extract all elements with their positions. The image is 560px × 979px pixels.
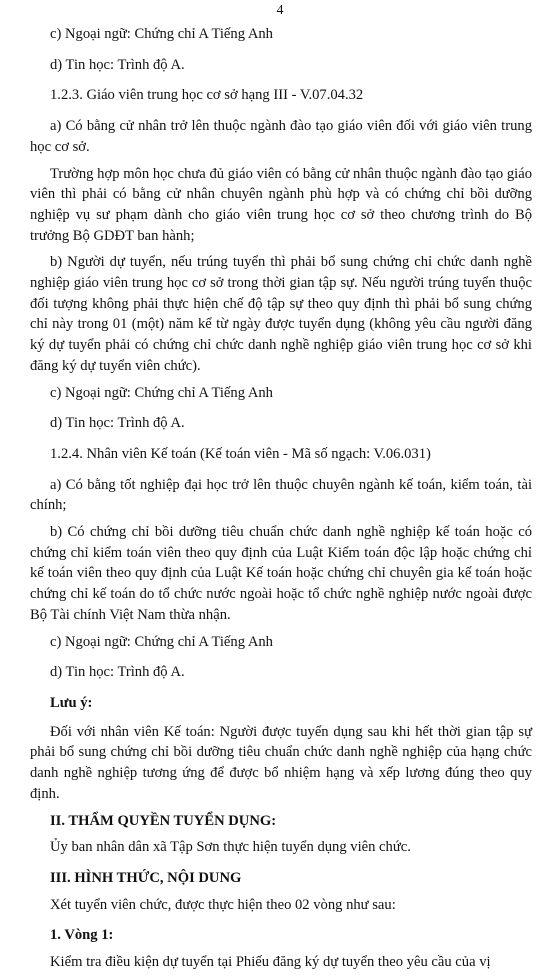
section-text: Ủy ban nhân dân xã Tập Sơn thực hiện tuyển dụng viên chức. [50, 839, 411, 856]
paragraph: Trường hợp môn học chưa đủ giáo viên có bằng cử nhân thuộc ngành đào tạo giáo viên thì phải có bằng cử nhân chuyên ngành phù hợp và có chứng chỉ bồi dưỡng nghiệp vụ sư phạm dành cho giáo viên trung học cơ sở theo chương trình do Bộ trưởng Bộ GDĐT ban hành; [30, 165, 532, 244]
note-text: Đối với nhân viên Kế toán: Người được tuyển dụng sau khi hết thời gian tập sự phải bổ sung chứng chỉ bồi dưỡng tiêu chuẩn chức danh nghề nghiệp của hạng chức danh nghề nghiệp tương ứng để được bổ nhiệm hạng và xếp lương đúng theo quy định. [30, 723, 532, 802]
paragraph: b) Người dự tuyển, nếu trúng tuyển thì phải bổ sung chứng chỉ chức danh nghề nghiệp giáo viên trung học cơ sở trong thời gian tập sự. Nếu người trúng tuyển thuộc đối tượng không phải thực hiện chế độ tập sự theo quy định thì phải bổ sung chứng chỉ này trong 01 (một) năm kể từ ngày được tuyển dụng (không yêu cầu người đăng ký dự tuyển phải có chứng chỉ chức danh nghề nghiệp giáo viên trung học cơ sở khi đăng ký dự tuyển viên chức). [30, 254, 532, 374]
paragraph: c) Ngoại ngữ: Chứng chỉ A Tiếng Anh [50, 26, 273, 42]
paragraph: c) Ngoại ngữ: Chứng chỉ A Tiếng Anh [50, 384, 273, 401]
note-heading: Lưu ý: [50, 694, 93, 711]
section-heading: II. THẨM QUYỀN TUYỂN DỤNG: [50, 812, 277, 829]
paragraph: a) Có bằng tốt nghiệp đại học trở lên thuộc chuyên ngành kế toán, kiểm toán, tài chính; [30, 476, 532, 514]
section-heading: III. HÌNH THỨC, NỘI DUNG [50, 869, 242, 886]
paragraph: c) Ngoại ngữ: Chứng chỉ A Tiếng Anh [50, 633, 273, 650]
page-number: 4 [276, 3, 284, 18]
paragraph: b) Có chứng chỉ bồi dưỡng tiêu chuẩn chức danh nghề nghiệp kế toán hoặc có chứng chỉ kiểm toán viên theo quy định của Luật Kiểm toán độc lập hoặc chứng chỉ kế toán viên theo quy định của Luật Kế toán hoặc chứng chỉ chuyên gia kế toán hoặc chứng chỉ kế toán do tổ chức nước ngoài hoặc tổ chức nghề nghiệp nước ngoài được Bộ Tài chính Việt Nam thừa nhận. [30, 524, 532, 623]
paragraph: a) Có bằng cử nhân trở lên thuộc ngành đào tạo giáo viên đối với giáo viên trung học cơ sở. [30, 118, 532, 155]
paragraph: 1.2.3. Giáo viên trung học cơ sở hạng III - V.07.04.32 [50, 87, 364, 104]
paragraph: d) Tin học: Trình độ A. [50, 415, 185, 432]
paragraph: d) Tin học: Trình độ A. [50, 56, 185, 73]
paragraph: d) Tin học: Trình độ A. [50, 664, 185, 681]
subsection-heading: 1. Vòng 1: [50, 927, 114, 944]
paragraph: Kiểm tra điều kiện dự tuyển tại Phiếu đăng ký dự tuyển theo yêu cầu của vị [50, 954, 491, 971]
section-text: Xét tuyển viên chức, được thực hiện theo 02 vòng như sau: [50, 896, 396, 913]
document-body [30, 24, 532, 979]
paragraph: 1.2.4. Nhân viên Kế toán (Kế toán viên - Mã số ngạch: V.06.031) [50, 445, 431, 462]
